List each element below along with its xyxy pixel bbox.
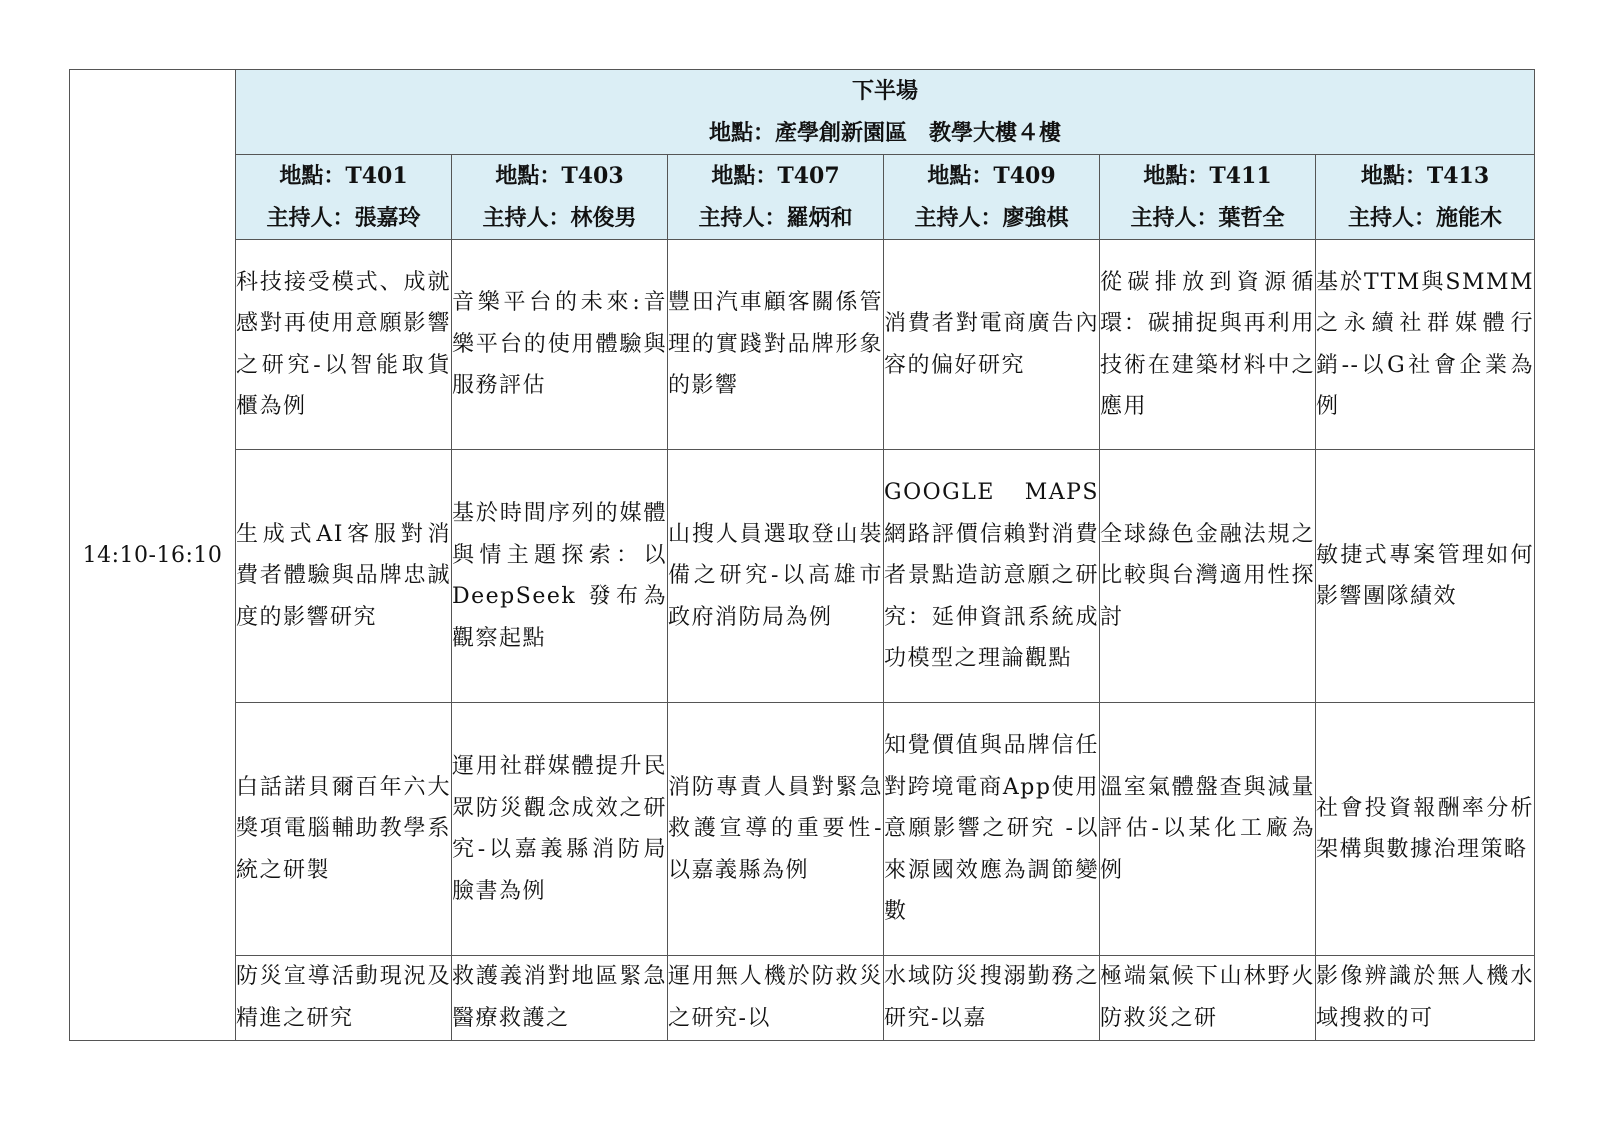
room-header-row	[70, 155, 1535, 240]
paper-title: 敏捷式專案管理如何影響團隊績效	[1316, 450, 1535, 703]
host-label: 主持人：張嘉玲	[266, 205, 421, 231]
paper-title: 基於TTM與SMMM之永續社群媒體行銷--以G社會企業為例	[1316, 240, 1535, 450]
paper-title: 消防專責人員對緊急救護宣導的重要性-以嘉義縣為例	[668, 703, 884, 956]
host-label: 主持人：林俊男	[482, 205, 637, 231]
room-header	[452, 155, 668, 240]
room-header	[668, 155, 884, 240]
paper-title: 豐田汽車顧客關係管理的實踐對品牌形象的影響	[668, 240, 884, 450]
paper-title: 音樂平台的未來:音樂平台的使用體驗與服務評估	[452, 240, 668, 450]
paper-cell	[884, 956, 1100, 1041]
session-banner	[236, 70, 1535, 155]
room-label: 地點：T407	[711, 163, 840, 189]
schedule-table	[69, 69, 1535, 1041]
host-label: 主持人：廖強棋	[914, 205, 1069, 231]
paper-row	[70, 240, 1535, 450]
paper-title: 白話諾貝爾百年六大獎項電腦輔助教學系統之研製	[236, 703, 452, 956]
paper-title: 山搜人員選取登山裝備之研究-以高雄市政府消防局為例	[668, 450, 884, 703]
paper-cell	[668, 956, 884, 1041]
paper-title: 知覺價值與品牌信任對跨境電商App使用意願影響之研究 -以來源國效應為調節變數	[884, 703, 1100, 956]
session-title: 下半場	[852, 78, 919, 104]
room-label: 地點：T403	[495, 163, 624, 189]
host-label: 主持人：葉哲全	[1130, 205, 1285, 231]
paper-title: 生成式AI客服對消費者體驗與品牌忠誠度的影響研究	[236, 450, 452, 703]
room-label: 地點：T411	[1143, 163, 1272, 189]
paper-title: 影像辨識於無人機水域搜救的可	[1316, 964, 1535, 1031]
paper-cell	[1316, 956, 1535, 1041]
paper-title: 運用無人機於防救災之研究-以	[668, 964, 883, 1031]
paper-title: 溫室氣體盤查與減量評估-以某化工廠為例	[1100, 703, 1316, 956]
paper-title: GOOGLE MAPS 網路評價信賴對消費者景點造訪意願之研究：延伸資訊系統成功模型之理論觀點	[884, 450, 1100, 703]
paper-title: 社會投資報酬率分析架構與數據治理策略	[1316, 703, 1535, 956]
paper-title: 運用社群媒體提升民眾防災觀念成效之研究-以嘉義縣消防局臉書為例	[452, 703, 668, 956]
paper-cell	[452, 956, 668, 1041]
paper-title: 科技接受模式、成就感對再使用意願影響之研究-以智能取貨櫃為例	[236, 240, 452, 450]
room-label: 地點：T401	[279, 163, 408, 189]
paper-title: 全球綠色金融法規之比較與台灣適用性探討	[1100, 450, 1316, 703]
paper-title: 防災宣導活動現況及精進之研究	[236, 964, 451, 1031]
paper-title: 從碳排放到資源循環：碳捕捉與再利用技術在建築材料中之應用	[1100, 240, 1316, 450]
paper-cell	[1100, 956, 1316, 1041]
room-header	[1100, 155, 1316, 240]
paper-title: 救護義消對地區緊急醫療救護之	[452, 964, 667, 1031]
paper-row	[70, 450, 1535, 703]
host-label: 主持人：施能木	[1348, 205, 1503, 231]
paper-title: 消費者對電商廣告內容的偏好研究	[884, 240, 1100, 450]
paper-title: 水域防災搜溺勤務之研究-以嘉	[884, 964, 1099, 1031]
time-slot: 14:10-16:10	[82, 542, 223, 568]
room-header	[884, 155, 1100, 240]
room-label: 地點：T409	[927, 163, 1056, 189]
time-slot-cell	[70, 70, 236, 1041]
paper-cell	[236, 956, 452, 1041]
paper-title: 極端氣候下山林野火防救災之研	[1100, 964, 1315, 1031]
room-header	[1316, 155, 1535, 240]
paper-row	[70, 703, 1535, 956]
room-label: 地點：T413	[1360, 163, 1490, 189]
session-venue: 地點：產學創新園區 教學大樓４樓	[709, 120, 1062, 146]
room-header	[236, 155, 452, 240]
host-label: 主持人：羅炳和	[698, 205, 853, 231]
paper-title: 基於時間序列的媒體與情主題探索：以 DeepSeek 發布為觀察起點	[452, 450, 668, 703]
paper-row	[70, 956, 1535, 1041]
